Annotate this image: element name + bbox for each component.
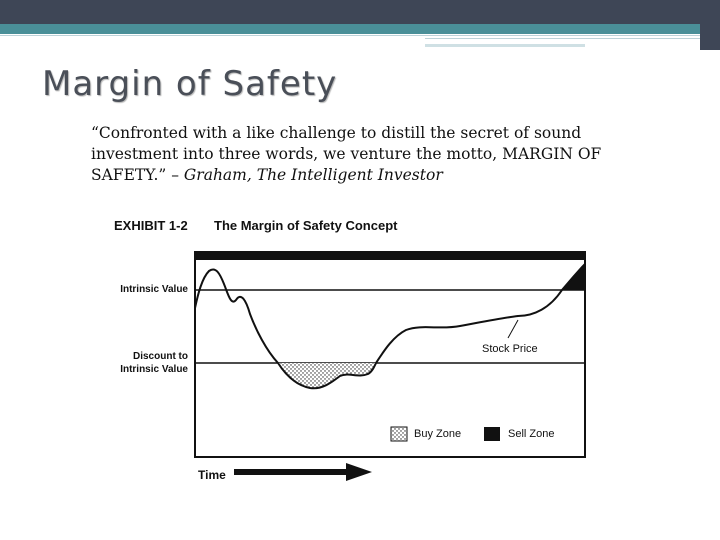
header-rule-short (425, 38, 700, 39)
header-corner-accent (700, 0, 720, 50)
buy-zone-swatch (391, 427, 407, 441)
quote-text: “Confronted with a like challenge to distill the secret of sound investment into three words, we venture the motto, MARGIN OF SAFETY.” – (91, 124, 602, 184)
stock-price-label: Stock Price (482, 343, 538, 355)
header-teal-stripe (0, 24, 700, 34)
sell-zone-swatch (484, 427, 500, 441)
intrinsic-value-label: Intrinsic Value (120, 284, 188, 295)
chart-top-bar (195, 252, 585, 260)
margin-of-safety-exhibit (110, 212, 600, 492)
discount-label (110, 350, 188, 376)
discount-label-line1: Discount to (133, 351, 188, 362)
header-band (0, 0, 720, 24)
slide-title: Margin of Safety (42, 64, 338, 104)
quote-attribution: Graham, The Intelligent Investor (183, 166, 443, 184)
exhibit-title: The Margin of Safety Concept (214, 218, 398, 233)
header-rule (0, 35, 700, 36)
sell-zone-label: Sell Zone (508, 428, 555, 440)
graham-quote (91, 123, 631, 186)
buy-zone-label: Buy Zone (414, 428, 462, 440)
exhibit-number: EXHIBIT 1-2 (114, 218, 188, 233)
time-arrow (234, 463, 372, 481)
time-label: Time (198, 468, 226, 482)
discount-label-line2: Intrinsic Value (120, 364, 188, 375)
header-rule-accent (425, 44, 585, 47)
